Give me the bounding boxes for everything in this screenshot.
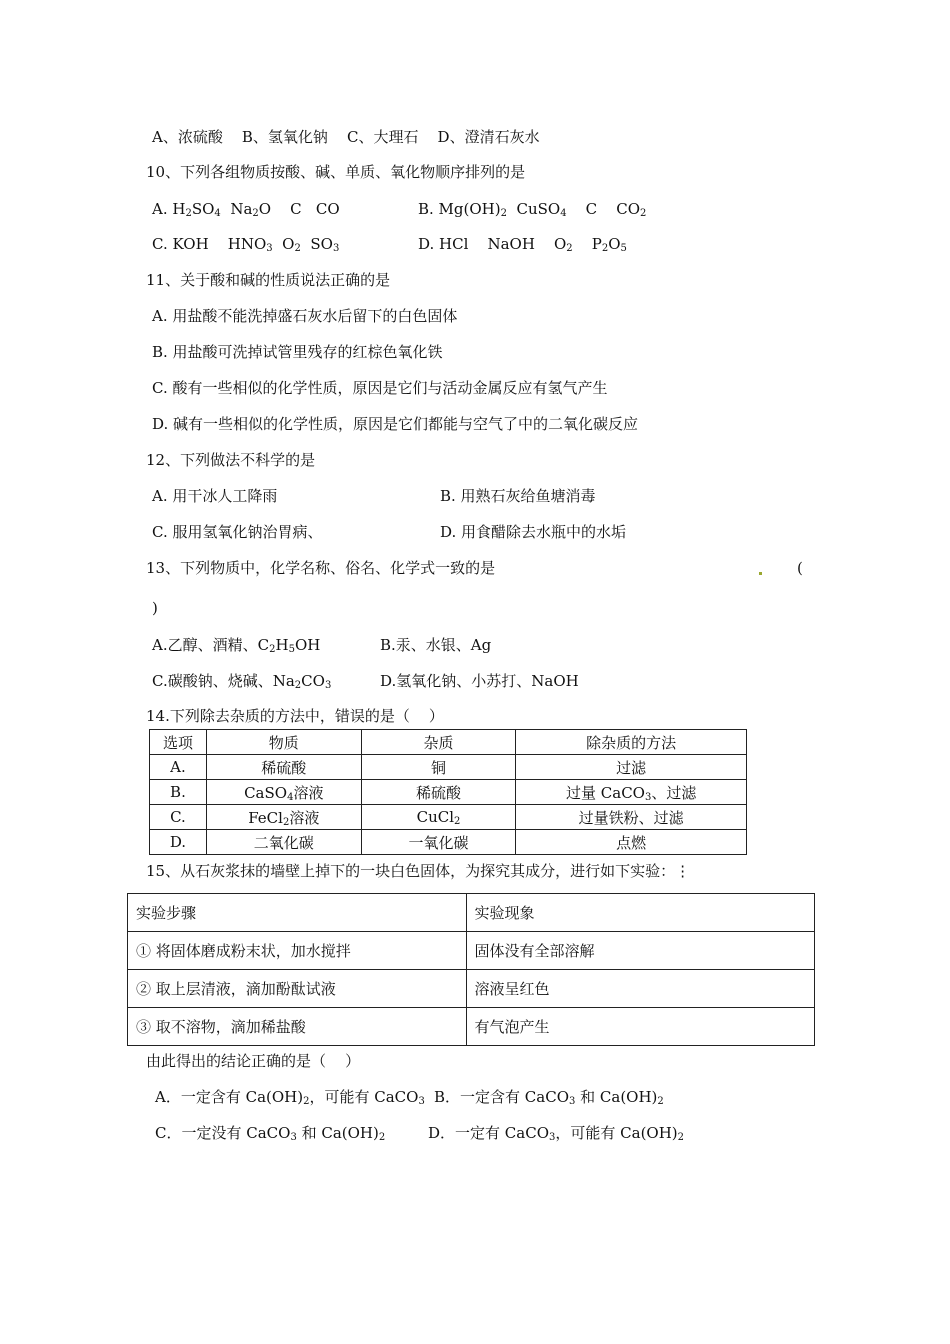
table-row (128, 970, 815, 1008)
q13-open-paren: ( (797, 559, 803, 577)
table-cell: ② 取上层清液，滴加酚酞试液 (128, 970, 467, 1008)
q13-option-b: B.汞、水银、Ag (380, 636, 492, 654)
scan-artifact-dot (759, 572, 762, 575)
table-cell: CaSO$_4$溶液 (206, 780, 361, 805)
table-header-cell: 实验现象 (466, 894, 814, 932)
table-cell: FeCl$_2$溶液 (206, 805, 361, 830)
q14-table (149, 729, 747, 855)
table-row (150, 830, 747, 855)
table-row (150, 805, 747, 830)
q15-option-b: B．一定含有 CaCO$_3$ 和 $Ca(OH)_2$ (434, 1088, 664, 1107)
table-cell: 一氧化碳 (361, 830, 516, 855)
q14-stem: 14.下列除去杂质的方法中，错误的是（ ） (146, 707, 444, 725)
q12-option-d: D. 用食醋除去水瓶中的水垢 (440, 523, 627, 541)
q13-option-c: C.碳酸钠、烧碱、$Na_2CO_3$ (152, 672, 332, 691)
q10-option-d: D. HCl NaOH $O_2$ $P_2O_5$ (418, 235, 627, 254)
q15-option-a: A．一定含有 $Ca(OH)_2$，可能有 CaCO$_3$ (155, 1088, 425, 1107)
table-row (128, 1008, 815, 1046)
q11-stem: 11、关于酸和碱的性质说法正确的是 (146, 271, 391, 289)
table-cell: 二氧化碳 (206, 830, 361, 855)
table-cell: 稀硫酸 (361, 780, 516, 805)
table-cell: CuCl$_2$ (361, 805, 516, 830)
table-cell: D. (150, 830, 207, 855)
table-cell: C. (150, 805, 207, 830)
table-cell: 固体没有全部溶解 (466, 932, 814, 970)
q12-stem: 12、下列做法不科学的是 (146, 451, 316, 469)
table-cell: 有气泡产生 (466, 1008, 814, 1046)
q11-option-a: A. 用盐酸不能洗掉盛石灰水后留下的白色固体 (152, 307, 458, 325)
q15-conclusion-stem: 由此得出的结论正确的是（ ） (146, 1052, 361, 1070)
q12-option-b: B. 用熟石灰给鱼塘消毒 (440, 487, 596, 505)
q10-option-b: B. $Mg(OH)_2$ CuSO$_4$ C $CO_2$ (418, 200, 647, 219)
q9-options: A、浓硫酸 B、氢氧化钠 C、大理石 D、澄清石灰水 (152, 128, 540, 146)
table-row (128, 932, 815, 970)
q12-option-c: C. 服用氢氧化钠治胃病、 (152, 523, 323, 541)
q12-option-a: A. 用干冰人工降雨 (152, 487, 278, 505)
q15-option-c: C．一定没有 CaCO$_3$ 和 $Ca(OH)_2$ (155, 1124, 386, 1143)
table-header-cell: 实验步骤 (128, 894, 467, 932)
q10-option-a: A. $H_2SO_4$ $Na_2O$ C CO (152, 200, 340, 219)
q11-option-c: C. 酸有一些相似的化学性质，原因是它们与活动金属反应有氢气产生 (152, 379, 608, 397)
table-cell: 过滤 (516, 755, 747, 780)
table-cell: 点燃 (516, 830, 747, 855)
table-cell: 稀硫酸 (206, 755, 361, 780)
table-cell: 过量 CaCO$_3$、过滤 (516, 780, 747, 805)
q15-option-d: D．一定有 CaCO$_3$，可能有 $Ca(OH)_2$ (428, 1124, 685, 1143)
table-cell: A. (150, 755, 207, 780)
table-row (150, 755, 747, 780)
table-cell: ③ 取不溶物，滴加稀盐酸 (128, 1008, 467, 1046)
table-cell: B. (150, 780, 207, 805)
table-header-cell: 杂质 (361, 730, 516, 755)
table-cell: 铜 (361, 755, 516, 780)
table-row (150, 780, 747, 805)
q15-stem: 15、从石灰浆抹的墙壁上掉下的一块白色固体，为探究其成分，进行如下实验：⋮ (146, 862, 691, 880)
q10-stem: 10、下列各组物质按酸、碱、单质、氧化物顺序排列的是 (146, 163, 526, 181)
q13-option-a: A.乙醇、酒精、$C_2H_5OH$ (152, 636, 321, 655)
table-header-cell: 除杂质的方法 (516, 730, 747, 755)
q13-option-d: D.氢氧化钠、小苏打、NaOH (380, 672, 579, 690)
q13-close-paren: ) (152, 599, 158, 617)
table-cell: 溶液呈红色 (466, 970, 814, 1008)
table-header-row (128, 894, 815, 932)
table-cell: 过量铁粉、过滤 (516, 805, 747, 830)
table-header-cell: 物质 (206, 730, 361, 755)
q10-option-c: C. KOH $HNO_3$ $O_2$ $SO_3$ (152, 235, 340, 254)
q15-table (127, 893, 815, 1046)
q11-option-b: B. 用盐酸可洗掉试管里残存的红棕色氧化铁 (152, 343, 443, 361)
q13-stem: 13、下列物质中，化学名称、俗名、化学式一致的是 (146, 559, 496, 577)
table-header-cell: 选项 (150, 730, 207, 755)
table-header-row (150, 730, 747, 755)
q11-option-d: D. 碱有一些相似的化学性质，原因是它们都能与空气了中的二氧化碳反应 (152, 415, 639, 433)
table-cell: ① 将固体磨成粉末状，加水搅拌 (128, 932, 467, 970)
